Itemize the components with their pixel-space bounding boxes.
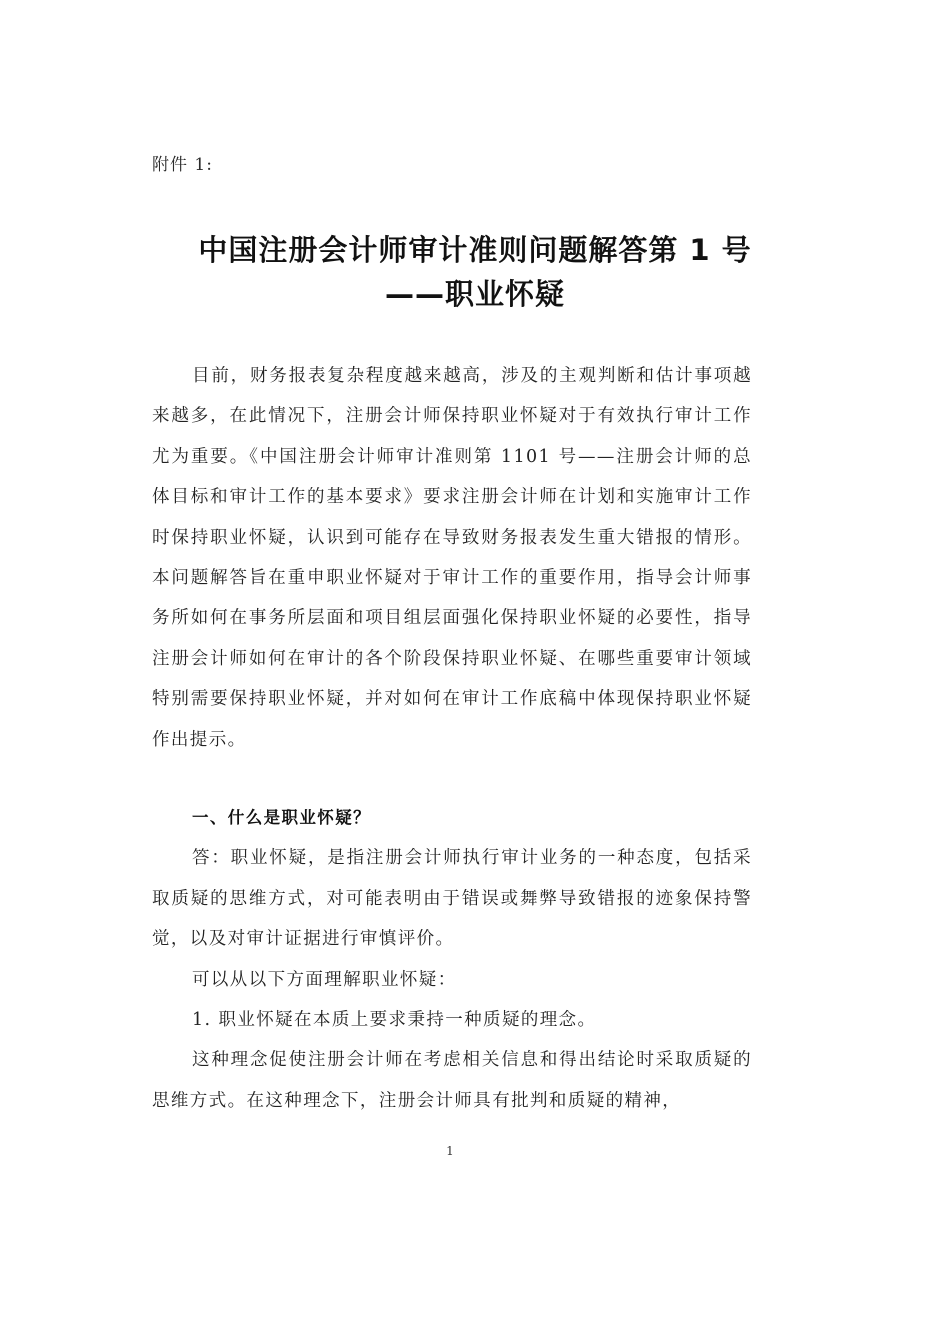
document-title [0, 228, 950, 316]
title-line-main: 中国注册会计师审计准则问题解答第 1 号 [198, 233, 752, 267]
section-heading: 一、什么是职业怀疑？ [192, 808, 371, 827]
point-1-paragraph: 1. 职业怀疑在本质上要求秉持一种质疑的理念。 [192, 1010, 597, 1031]
understanding-intro-paragraph: 可以从以下方面理解职业怀疑： [192, 969, 457, 990]
section-what-is-skepticism [152, 798, 752, 1121]
answer-paragraph: 答：职业怀疑，是指注册会计师执行审计业务的一种态度，包括采取质疑的思维方式，对可能表明由于错误或舞弊导致错报的迹象保持警觉，以及对审计证据进行审慎评价。 [152, 848, 752, 950]
page-number: 1 [446, 1144, 454, 1158]
intro-paragraph: 目前，财务报表复杂程度越来越高，涉及的主观判断和估计事项越来越多，在此情况下，注册会计师保持职业怀疑对于有效执行审计工作尤为重要。《中国注册会计师审计准则第 1101 号——注册会计师的总体目标和审计工作的基本要求》要求注册会计师在计划和实施审计工作时保持职业怀疑，认识到可能存在导致财务报表发生重大错报的情形。本问题解答旨在重申职业怀疑对于审计工作的重要作用，指导会计师事务所如何在事务所层面和项目组层面强化保持职业怀疑的必要性，指导注册会计师如何在审计的各个阶段保持职业怀疑、在哪些重要审计领域特别需要保持职业怀疑，并对如何在审计工作底稿中体现保持职业怀疑作出提示。 [152, 366, 752, 750]
title-line-subtitle: ——职业怀疑 [384, 277, 565, 311]
attachment-label: 附件 1: [152, 155, 213, 175]
point-1-detail-paragraph: 这种理念促使注册会计师在考虑相关信息和得出结论时采取质疑的思维方式。在这种理念下，注册会计师具有批判和质疑的精神， [152, 1050, 752, 1111]
